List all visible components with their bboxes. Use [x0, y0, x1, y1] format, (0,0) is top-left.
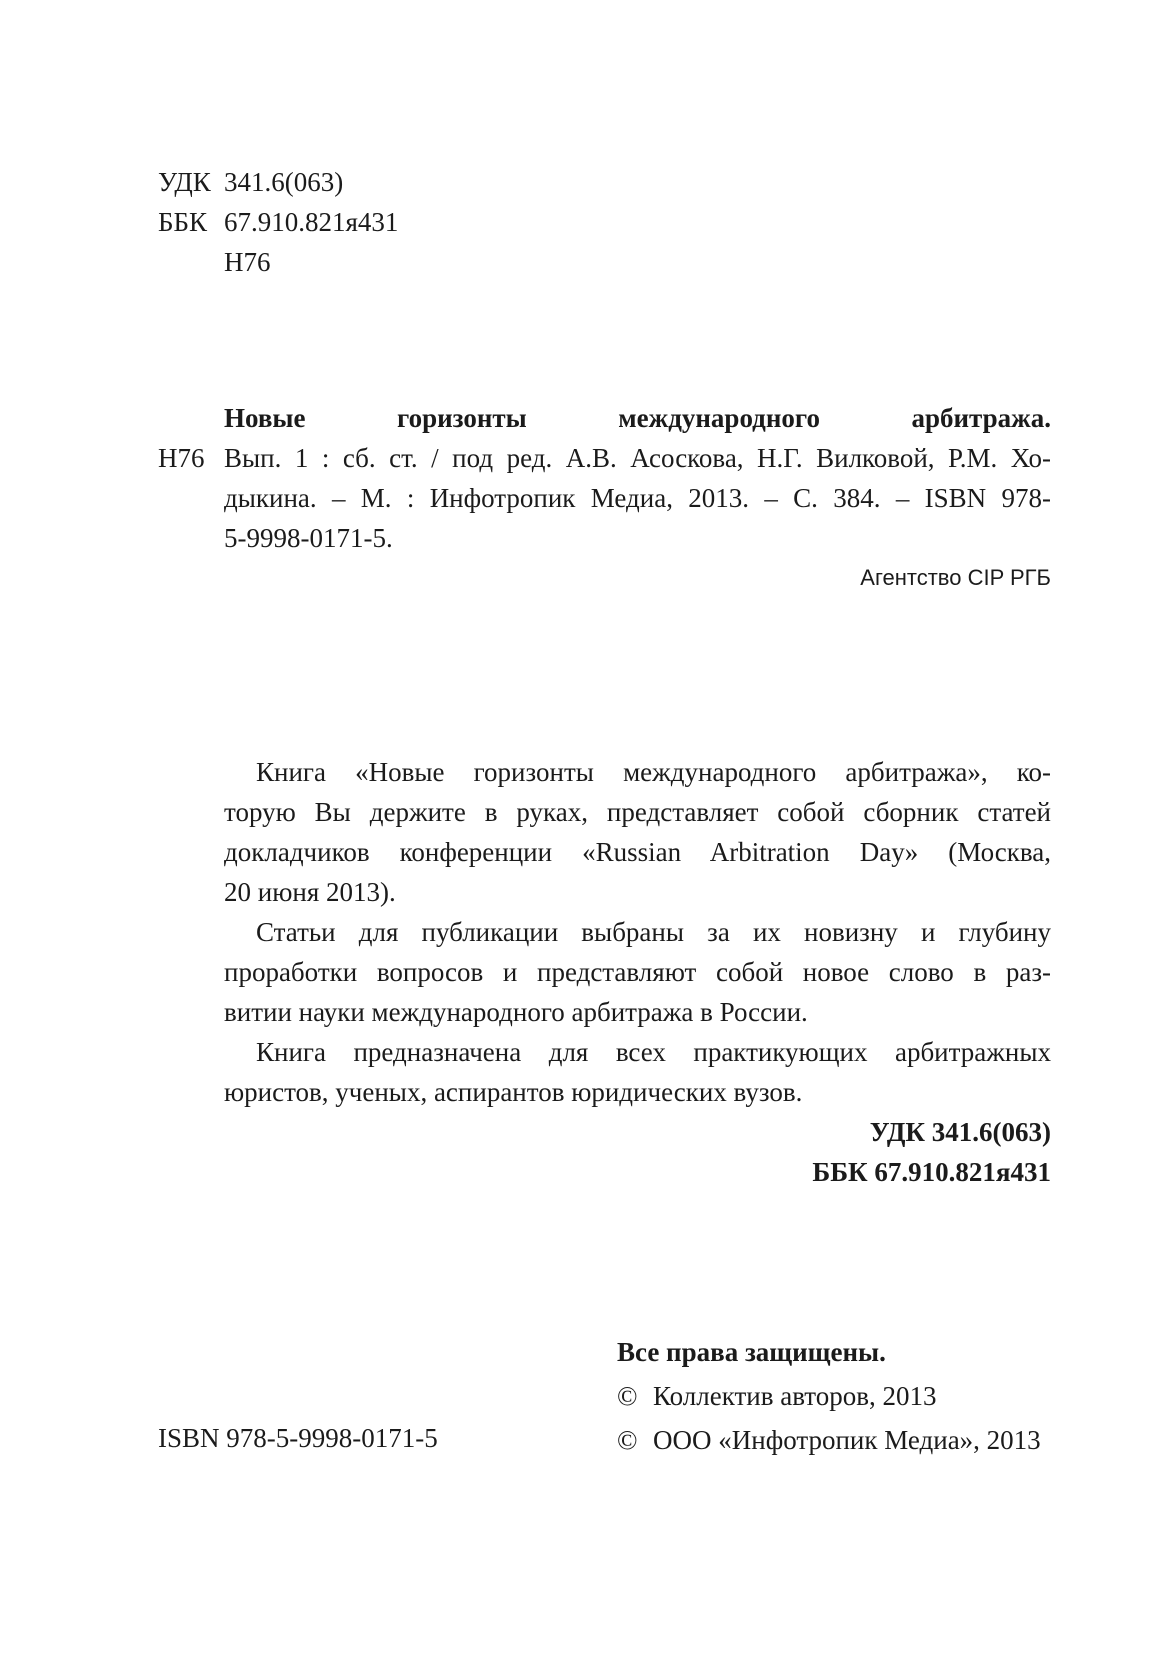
copyright-sign: ©: [617, 1425, 638, 1455]
bib-line-4: 5-9998-0171-5.: [224, 523, 393, 553]
udk-value: 341.6(063): [224, 167, 344, 197]
bib-author-mark: Н76: [158, 443, 205, 473]
author-mark: Н76: [224, 247, 271, 277]
annotation-line: Книга предназначена для всех практикующих арбитражных: [256, 1037, 1051, 1067]
rights-block: [617, 1332, 1041, 1464]
annotation-line: торую Вы держите в руках, представляет собой сборник статей: [224, 797, 1051, 827]
copyright-sign: ©: [617, 1381, 638, 1411]
bbk-label: ББК: [158, 207, 208, 237]
copyright-line-publisher: [617, 1420, 1041, 1464]
annotation-line: юристов, ученых, аспирантов юридических вузов.: [224, 1077, 803, 1107]
copyright-publisher: ООО «Инфотропик Медиа», 2013: [653, 1425, 1041, 1455]
annotation-line: 20 июня 2013).: [224, 877, 396, 907]
copyright-line-authors: [617, 1376, 1041, 1420]
annotation-udk: УДК 341.6(063): [869, 1117, 1051, 1147]
annotation-line: витии науки международного арбитража в России.: [224, 997, 808, 1027]
bib-line-2: Вып. 1 : сб. ст. / под ред. А.В. Асоскова, Н.Г. Вилковой, Р.М. Хо-: [224, 443, 1051, 473]
bbk-value: 67.910.821я431: [224, 207, 399, 237]
annotation-line: докладчиков конференции «Russian Arbitration Day» (Москва,: [224, 837, 1051, 867]
annotation-bbk: ББК 67.910.821я431: [812, 1157, 1051, 1187]
annotation-line: Статьи для публикации выбраны за их новизну и глубину: [256, 917, 1051, 947]
cip-agency: Агентство CIP РГБ: [860, 565, 1051, 590]
annotation-line: Книга «Новые горизонты международного арбитража», ко-: [256, 757, 1051, 787]
bib-line-3: дыкина. – М. : Инфотропик Медиа, 2013. – С. 384. – ISBN 978-: [224, 483, 1051, 513]
annotation-line: проработки вопросов и представляют собой новое слово в раз-: [224, 957, 1051, 987]
rights-title: Все права защищены.: [617, 1337, 886, 1367]
isbn: ISBN 978-5-9998-0171-5: [158, 1423, 438, 1453]
bib-title-line: Новые горизонты международного арбитража.: [224, 403, 1051, 433]
annotation: [224, 752, 1051, 1192]
udk-label: УДК: [158, 167, 211, 197]
copyright-authors: Коллектив авторов, 2013: [653, 1381, 937, 1411]
